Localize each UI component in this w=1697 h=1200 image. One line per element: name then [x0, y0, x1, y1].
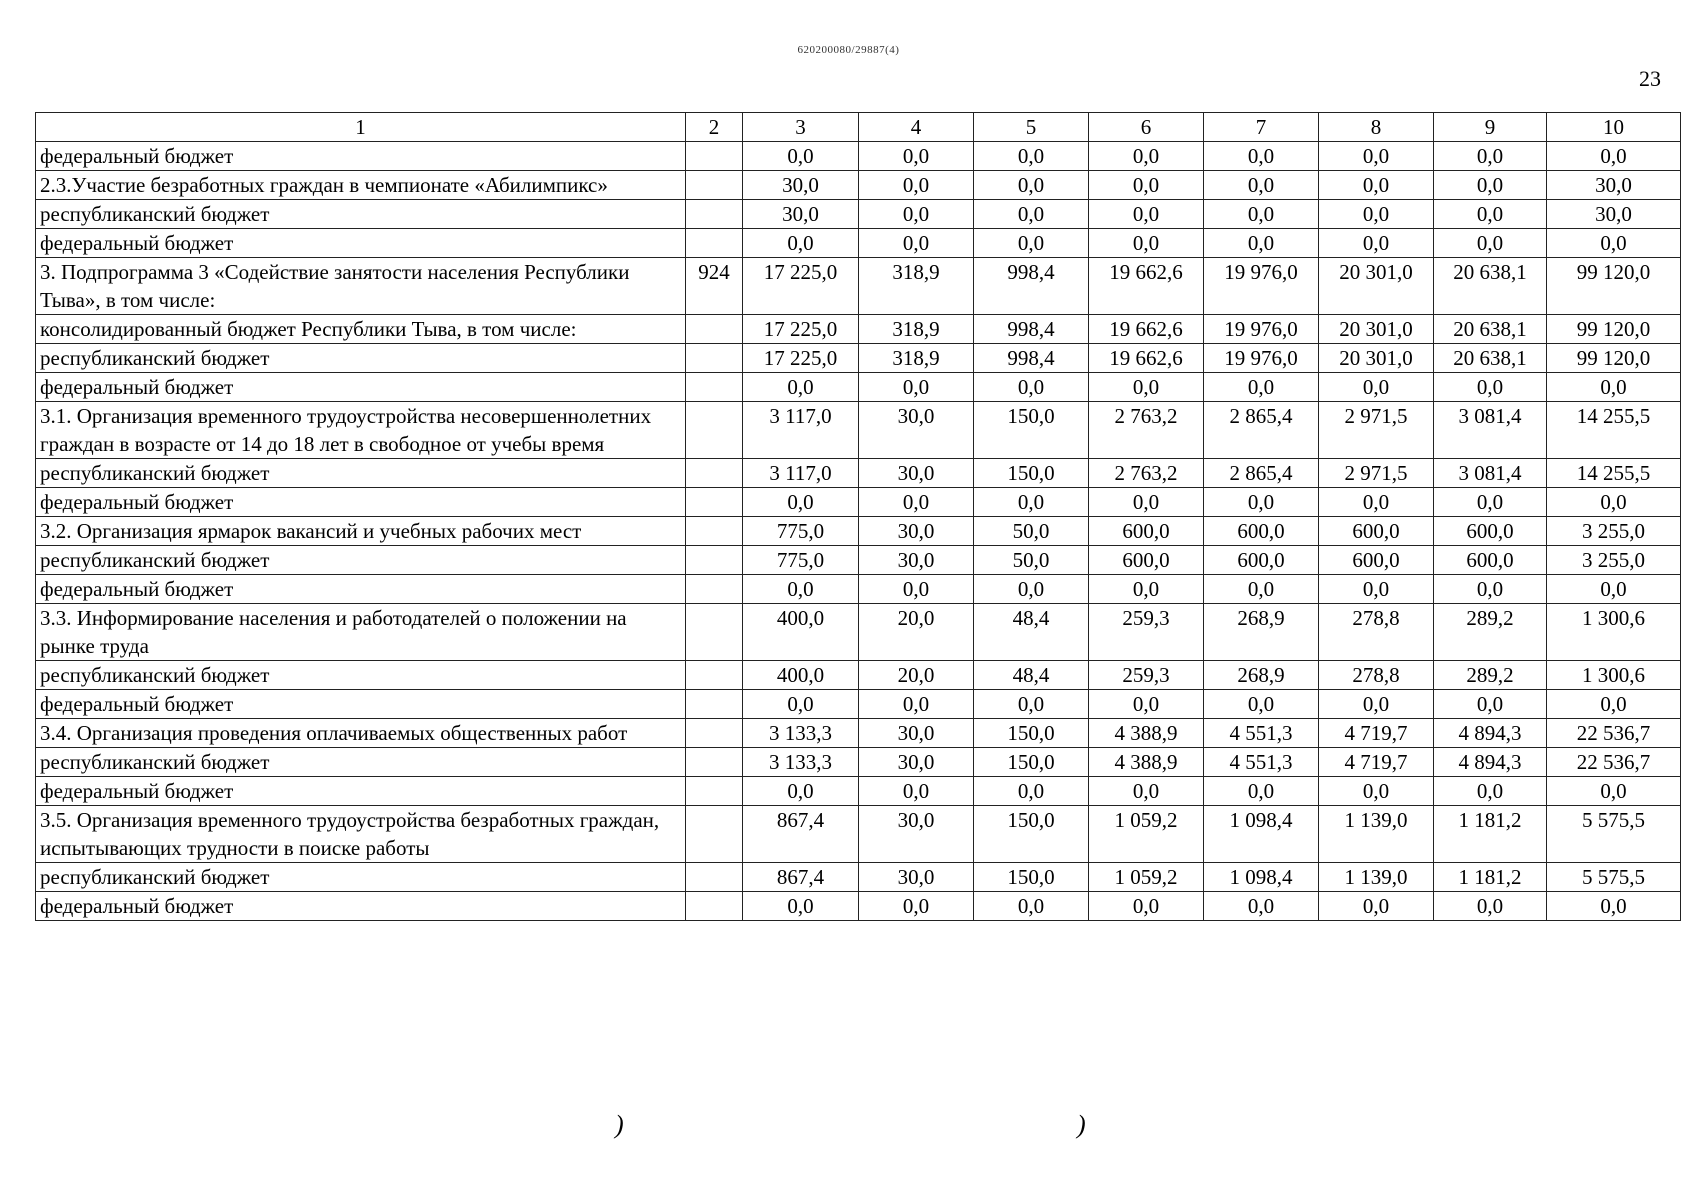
- value-cell: 0,0: [859, 892, 974, 921]
- handwritten-mark: ): [615, 1110, 624, 1139]
- value-cell: 5 575,5: [1547, 806, 1681, 863]
- table-header-row: [36, 113, 1681, 142]
- value-cell: 30,0: [743, 200, 859, 229]
- row-code: [686, 748, 743, 777]
- value-cell: 0,0: [1204, 690, 1319, 719]
- row-label: республиканский бюджет: [36, 863, 686, 892]
- value-cell: 22 536,7: [1547, 719, 1681, 748]
- value-cell: 0,0: [1319, 229, 1434, 258]
- value-cell: 3 081,4: [1434, 402, 1547, 459]
- table-row: [36, 402, 1681, 459]
- value-cell: 268,9: [1204, 661, 1319, 690]
- value-cell: 150,0: [974, 459, 1089, 488]
- header-cell: 8: [1319, 113, 1434, 142]
- value-cell: 20 638,1: [1434, 315, 1547, 344]
- row-label: 2.3.Участие безработных граждан в чемпионате «Абилимпикс»: [36, 171, 686, 200]
- value-cell: 318,9: [859, 258, 974, 315]
- value-cell: 0,0: [1204, 142, 1319, 171]
- row-label: федеральный бюджет: [36, 142, 686, 171]
- header-cell: 4: [859, 113, 974, 142]
- row-label: 3.3. Информирование населения и работодателей о положении на рынке труда: [36, 604, 686, 661]
- value-cell: 0,0: [1089, 200, 1204, 229]
- value-cell: 775,0: [743, 546, 859, 575]
- value-cell: 0,0: [1204, 575, 1319, 604]
- row-label: 3.5. Организация временного трудоустройства безработных граждан, испытывающих трудности в поиске работы: [36, 806, 686, 863]
- value-cell: 4 551,3: [1204, 719, 1319, 748]
- value-cell: 0,0: [1204, 488, 1319, 517]
- value-cell: 0,0: [859, 229, 974, 258]
- value-cell: 0,0: [1204, 892, 1319, 921]
- row-code: [686, 142, 743, 171]
- table-row: [36, 892, 1681, 921]
- row-label: республиканский бюджет: [36, 459, 686, 488]
- value-cell: 20 301,0: [1319, 258, 1434, 315]
- row-label: 3.1. Организация временного трудоустройства несовершеннолетних граждан в возрасте от 14 до 18 лет в свободное от учебы время: [36, 402, 686, 459]
- row-code: [686, 719, 743, 748]
- table-row: [36, 690, 1681, 719]
- row-label: 3. Подпрограмма 3 «Содействие занятости населения Республики Тыва», в том числе:: [36, 258, 686, 315]
- value-cell: 0,0: [859, 690, 974, 719]
- value-cell: 0,0: [743, 373, 859, 402]
- row-code: [686, 344, 743, 373]
- row-code: [686, 402, 743, 459]
- value-cell: 20 301,0: [1319, 315, 1434, 344]
- row-code: [686, 517, 743, 546]
- header-cell: 6: [1089, 113, 1204, 142]
- value-cell: 50,0: [974, 546, 1089, 575]
- value-cell: 0,0: [1319, 171, 1434, 200]
- value-cell: 318,9: [859, 315, 974, 344]
- value-cell: 600,0: [1319, 546, 1434, 575]
- value-cell: 3 081,4: [1434, 459, 1547, 488]
- value-cell: 318,9: [859, 344, 974, 373]
- value-cell: 0,0: [1319, 200, 1434, 229]
- row-label: федеральный бюджет: [36, 892, 686, 921]
- row-code: [686, 171, 743, 200]
- table-row: [36, 200, 1681, 229]
- value-cell: 0,0: [1319, 777, 1434, 806]
- table-row: [36, 777, 1681, 806]
- value-cell: 19 976,0: [1204, 258, 1319, 315]
- value-cell: 2 971,5: [1319, 402, 1434, 459]
- value-cell: 289,2: [1434, 661, 1547, 690]
- value-cell: 0,0: [1434, 892, 1547, 921]
- value-cell: 48,4: [974, 661, 1089, 690]
- table-row: [36, 315, 1681, 344]
- value-cell: 0,0: [1204, 171, 1319, 200]
- value-cell: 4 388,9: [1089, 748, 1204, 777]
- value-cell: 775,0: [743, 517, 859, 546]
- value-cell: 30,0: [859, 719, 974, 748]
- value-cell: 0,0: [1319, 690, 1434, 719]
- row-code: [686, 315, 743, 344]
- value-cell: 0,0: [1547, 575, 1681, 604]
- value-cell: 20 301,0: [1319, 344, 1434, 373]
- value-cell: 0,0: [974, 200, 1089, 229]
- header-cell: 9: [1434, 113, 1547, 142]
- value-cell: 0,0: [974, 892, 1089, 921]
- value-cell: 4 894,3: [1434, 748, 1547, 777]
- value-cell: 0,0: [1089, 575, 1204, 604]
- value-cell: 3 133,3: [743, 748, 859, 777]
- value-cell: 867,4: [743, 863, 859, 892]
- row-label: республиканский бюджет: [36, 546, 686, 575]
- row-label: федеральный бюджет: [36, 488, 686, 517]
- value-cell: 1 181,2: [1434, 863, 1547, 892]
- value-cell: 17 225,0: [743, 315, 859, 344]
- value-cell: 2 971,5: [1319, 459, 1434, 488]
- value-cell: 30,0: [859, 402, 974, 459]
- table-row: [36, 171, 1681, 200]
- value-cell: 3 133,3: [743, 719, 859, 748]
- value-cell: 1 059,2: [1089, 806, 1204, 863]
- value-cell: 0,0: [1204, 200, 1319, 229]
- value-cell: 1 300,6: [1547, 661, 1681, 690]
- value-cell: 0,0: [859, 777, 974, 806]
- row-label: республиканский бюджет: [36, 661, 686, 690]
- table-row: [36, 863, 1681, 892]
- row-code: [686, 777, 743, 806]
- value-cell: 0,0: [1089, 690, 1204, 719]
- row-label: 3.4. Организация проведения оплачиваемых общественных работ: [36, 719, 686, 748]
- value-cell: 278,8: [1319, 661, 1434, 690]
- row-label: федеральный бюджет: [36, 777, 686, 806]
- row-label: республиканский бюджет: [36, 344, 686, 373]
- row-code: [686, 892, 743, 921]
- value-cell: 0,0: [1089, 229, 1204, 258]
- value-cell: 600,0: [1434, 517, 1547, 546]
- header-cell: 7: [1204, 113, 1319, 142]
- row-code: [686, 488, 743, 517]
- value-cell: 400,0: [743, 604, 859, 661]
- row-code: [686, 863, 743, 892]
- value-cell: 50,0: [974, 517, 1089, 546]
- row-label: федеральный бюджет: [36, 373, 686, 402]
- value-cell: 20,0: [859, 661, 974, 690]
- value-cell: 600,0: [1089, 546, 1204, 575]
- value-cell: 0,0: [1434, 690, 1547, 719]
- value-cell: 30,0: [859, 546, 974, 575]
- value-cell: 0,0: [974, 488, 1089, 517]
- header-cell: 1: [36, 113, 686, 142]
- value-cell: 0,0: [1547, 142, 1681, 171]
- value-cell: 0,0: [974, 777, 1089, 806]
- value-cell: 1 139,0: [1319, 863, 1434, 892]
- value-cell: 0,0: [1434, 142, 1547, 171]
- value-cell: 259,3: [1089, 604, 1204, 661]
- value-cell: 0,0: [1089, 777, 1204, 806]
- value-cell: 0,0: [1434, 488, 1547, 517]
- row-code: 924: [686, 258, 743, 315]
- value-cell: 0,0: [743, 142, 859, 171]
- row-code: [686, 661, 743, 690]
- value-cell: 0,0: [1319, 488, 1434, 517]
- value-cell: 3 255,0: [1547, 517, 1681, 546]
- table-row: [36, 517, 1681, 546]
- table-row: [36, 604, 1681, 661]
- value-cell: 19 662,6: [1089, 344, 1204, 373]
- value-cell: 0,0: [974, 373, 1089, 402]
- value-cell: 3 255,0: [1547, 546, 1681, 575]
- row-code: [686, 373, 743, 402]
- value-cell: 30,0: [859, 459, 974, 488]
- value-cell: 0,0: [1434, 229, 1547, 258]
- value-cell: 99 120,0: [1547, 258, 1681, 315]
- value-cell: 1 300,6: [1547, 604, 1681, 661]
- value-cell: 0,0: [1089, 373, 1204, 402]
- value-cell: 0,0: [743, 575, 859, 604]
- value-cell: 150,0: [974, 863, 1089, 892]
- row-label: федеральный бюджет: [36, 575, 686, 604]
- value-cell: 0,0: [859, 373, 974, 402]
- value-cell: 0,0: [1204, 777, 1319, 806]
- value-cell: 17 225,0: [743, 344, 859, 373]
- value-cell: 150,0: [974, 402, 1089, 459]
- value-cell: 0,0: [743, 229, 859, 258]
- value-cell: 3 117,0: [743, 402, 859, 459]
- value-cell: 0,0: [1089, 171, 1204, 200]
- value-cell: 0,0: [1089, 142, 1204, 171]
- value-cell: 600,0: [1434, 546, 1547, 575]
- value-cell: 0,0: [1547, 777, 1681, 806]
- value-cell: 20 638,1: [1434, 258, 1547, 315]
- value-cell: 22 536,7: [1547, 748, 1681, 777]
- value-cell: 99 120,0: [1547, 344, 1681, 373]
- value-cell: 867,4: [743, 806, 859, 863]
- value-cell: 14 255,5: [1547, 459, 1681, 488]
- value-cell: 0,0: [1319, 142, 1434, 171]
- value-cell: 4 719,7: [1319, 748, 1434, 777]
- table-row: [36, 373, 1681, 402]
- row-code: [686, 459, 743, 488]
- value-cell: 278,8: [1319, 604, 1434, 661]
- value-cell: 150,0: [974, 748, 1089, 777]
- value-cell: 19 662,6: [1089, 315, 1204, 344]
- value-cell: 150,0: [974, 806, 1089, 863]
- table-row: [36, 142, 1681, 171]
- value-cell: 0,0: [974, 575, 1089, 604]
- value-cell: 30,0: [1547, 171, 1681, 200]
- row-label: федеральный бюджет: [36, 229, 686, 258]
- value-cell: 150,0: [974, 719, 1089, 748]
- row-label: республиканский бюджет: [36, 200, 686, 229]
- handwritten-mark: ): [1077, 1110, 1086, 1139]
- value-cell: 0,0: [1319, 892, 1434, 921]
- value-cell: 998,4: [974, 258, 1089, 315]
- value-cell: 0,0: [1319, 373, 1434, 402]
- value-cell: 99 120,0: [1547, 315, 1681, 344]
- table-row: [36, 344, 1681, 373]
- value-cell: 5 575,5: [1547, 863, 1681, 892]
- table-body: [36, 142, 1681, 921]
- value-cell: 0,0: [859, 142, 974, 171]
- row-code: [686, 690, 743, 719]
- value-cell: 0,0: [1319, 575, 1434, 604]
- value-cell: 0,0: [743, 690, 859, 719]
- value-cell: 4 894,3: [1434, 719, 1547, 748]
- value-cell: 268,9: [1204, 604, 1319, 661]
- value-cell: 0,0: [974, 142, 1089, 171]
- value-cell: 0,0: [1434, 171, 1547, 200]
- table-row: [36, 661, 1681, 690]
- value-cell: 2 865,4: [1204, 402, 1319, 459]
- value-cell: 14 255,5: [1547, 402, 1681, 459]
- table-row: [36, 806, 1681, 863]
- value-cell: 48,4: [974, 604, 1089, 661]
- row-code: [686, 200, 743, 229]
- value-cell: 0,0: [1089, 488, 1204, 517]
- value-cell: 259,3: [1089, 661, 1204, 690]
- value-cell: 0,0: [1547, 892, 1681, 921]
- row-code: [686, 575, 743, 604]
- value-cell: 0,0: [1089, 892, 1204, 921]
- value-cell: 30,0: [743, 171, 859, 200]
- value-cell: 2 865,4: [1204, 459, 1319, 488]
- value-cell: 30,0: [1547, 200, 1681, 229]
- value-cell: 1 181,2: [1434, 806, 1547, 863]
- table-row: [36, 258, 1681, 315]
- value-cell: 0,0: [1204, 373, 1319, 402]
- header-cell: 3: [743, 113, 859, 142]
- header-cell: 2: [686, 113, 743, 142]
- value-cell: 2 763,2: [1089, 459, 1204, 488]
- value-cell: 0,0: [859, 171, 974, 200]
- value-cell: 3 117,0: [743, 459, 859, 488]
- row-code: [686, 229, 743, 258]
- value-cell: 4 719,7: [1319, 719, 1434, 748]
- value-cell: 1 059,2: [1089, 863, 1204, 892]
- value-cell: 600,0: [1204, 546, 1319, 575]
- table-row: [36, 575, 1681, 604]
- value-cell: 289,2: [1434, 604, 1547, 661]
- value-cell: 600,0: [1089, 517, 1204, 546]
- value-cell: 0,0: [859, 575, 974, 604]
- value-cell: 0,0: [1434, 373, 1547, 402]
- row-code: [686, 806, 743, 863]
- value-cell: 1 098,4: [1204, 806, 1319, 863]
- value-cell: 0,0: [1434, 575, 1547, 604]
- value-cell: 0,0: [859, 200, 974, 229]
- value-cell: 20,0: [859, 604, 974, 661]
- value-cell: 19 976,0: [1204, 344, 1319, 373]
- value-cell: 30,0: [859, 806, 974, 863]
- value-cell: 0,0: [743, 892, 859, 921]
- value-cell: 4 551,3: [1204, 748, 1319, 777]
- value-cell: 19 976,0: [1204, 315, 1319, 344]
- value-cell: 19 662,6: [1089, 258, 1204, 315]
- value-cell: 0,0: [743, 777, 859, 806]
- value-cell: 998,4: [974, 315, 1089, 344]
- value-cell: 0,0: [1434, 200, 1547, 229]
- header-cell: 10: [1547, 113, 1681, 142]
- table-row: [36, 719, 1681, 748]
- value-cell: 0,0: [974, 690, 1089, 719]
- row-label: федеральный бюджет: [36, 690, 686, 719]
- value-cell: 0,0: [859, 488, 974, 517]
- value-cell: 0,0: [1434, 777, 1547, 806]
- table-row: [36, 229, 1681, 258]
- value-cell: 0,0: [974, 171, 1089, 200]
- value-cell: 998,4: [974, 344, 1089, 373]
- row-label: республиканский бюджет: [36, 748, 686, 777]
- value-cell: 0,0: [1547, 690, 1681, 719]
- value-cell: 0,0: [1204, 229, 1319, 258]
- table-row: [36, 546, 1681, 575]
- value-cell: 400,0: [743, 661, 859, 690]
- value-cell: 0,0: [1547, 229, 1681, 258]
- value-cell: 2 763,2: [1089, 402, 1204, 459]
- value-cell: 0,0: [974, 229, 1089, 258]
- budget-table: [35, 112, 1681, 921]
- row-code: [686, 546, 743, 575]
- header-cell: 5: [974, 113, 1089, 142]
- row-label: 3.2. Организация ярмарок вакансий и учебных рабочих мест: [36, 517, 686, 546]
- value-cell: 17 225,0: [743, 258, 859, 315]
- row-code: [686, 604, 743, 661]
- table-row: [36, 459, 1681, 488]
- value-cell: 30,0: [859, 863, 974, 892]
- value-cell: 1 098,4: [1204, 863, 1319, 892]
- value-cell: 0,0: [1547, 373, 1681, 402]
- document-code: 620200080/29887(4): [797, 44, 900, 56]
- table-row: [36, 488, 1681, 517]
- value-cell: 4 388,9: [1089, 719, 1204, 748]
- value-cell: 1 139,0: [1319, 806, 1434, 863]
- value-cell: 0,0: [1547, 488, 1681, 517]
- page-number: 23: [1639, 66, 1661, 91]
- value-cell: 20 638,1: [1434, 344, 1547, 373]
- value-cell: 30,0: [859, 517, 974, 546]
- row-label: консолидированный бюджет Республики Тыва, в том числе:: [36, 315, 686, 344]
- table-row: [36, 748, 1681, 777]
- value-cell: 30,0: [859, 748, 974, 777]
- value-cell: 600,0: [1319, 517, 1434, 546]
- value-cell: 600,0: [1204, 517, 1319, 546]
- value-cell: 0,0: [743, 488, 859, 517]
